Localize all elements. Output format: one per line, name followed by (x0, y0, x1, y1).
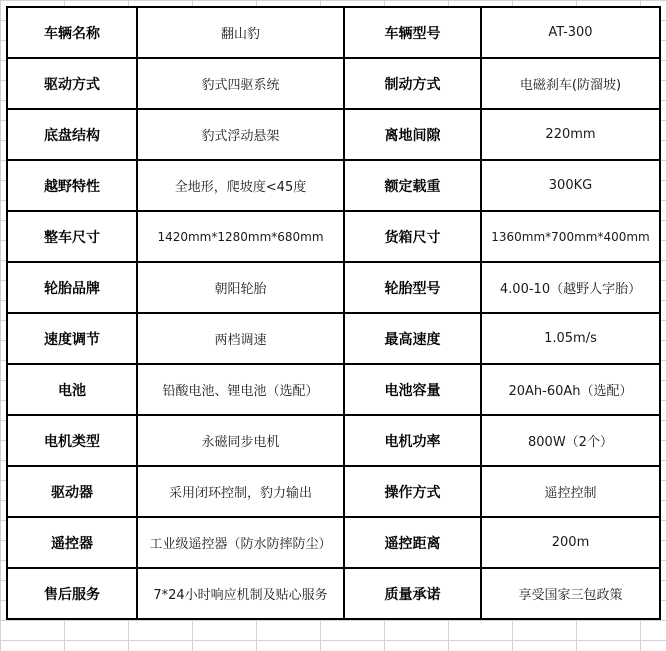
spec-label: 最高速度 (344, 313, 481, 364)
spec-value: 800W（2个） (481, 415, 660, 466)
spec-label: 轮胎型号 (344, 262, 481, 313)
spec-label: 电池容量 (344, 364, 481, 415)
spec-value: 享受国家三包政策 (481, 568, 660, 619)
spec-value: 300KG (481, 160, 660, 211)
spec-label: 整车尺寸 (7, 211, 137, 262)
spec-value: 工业级遥控器（防水防摔防尘） (137, 517, 344, 568)
table-row (7, 466, 660, 517)
spec-value: 20Ah-60Ah（选配） (481, 364, 660, 415)
table-row (7, 568, 660, 619)
spec-label: 驱动方式 (7, 58, 137, 109)
spec-label: 速度调节 (7, 313, 137, 364)
table-row (7, 517, 660, 568)
spec-label: 遥控器 (7, 517, 137, 568)
table-row (7, 109, 660, 160)
spec-label: 底盘结构 (7, 109, 137, 160)
spec-label: 车辆名称 (7, 7, 137, 58)
table-row (7, 160, 660, 211)
spec-value: 4.00-10（越野人字胎） (481, 262, 660, 313)
spec-value: 豹式四驱系统 (137, 58, 344, 109)
spec-value: 两档调速 (137, 313, 344, 364)
spec-value: 铅酸电池、锂电池（选配） (137, 364, 344, 415)
spec-label: 驱动器 (7, 466, 137, 517)
spec-value: 全地形，爬坡度<45度 (137, 160, 344, 211)
spec-value: 7*24小时响应机制及贴心服务 (137, 568, 344, 619)
spec-value: 220mm (481, 109, 660, 160)
table-row (7, 58, 660, 109)
spec-value: 1360mm*700mm*400mm (481, 211, 660, 262)
spec-label: 操作方式 (344, 466, 481, 517)
spec-value: 朝阳轮胎 (137, 262, 344, 313)
spec-label: 额定载重 (344, 160, 481, 211)
spec-value: 翻山豹 (137, 7, 344, 58)
spec-value: 遥控控制 (481, 466, 660, 517)
spec-value: 豹式浮动悬架 (137, 109, 344, 160)
spec-value: 采用闭环控制，豹力输出 (137, 466, 344, 517)
spec-label: 车辆型号 (344, 7, 481, 58)
spec-value: 1420mm*1280mm*680mm (137, 211, 344, 262)
spec-label: 电机功率 (344, 415, 481, 466)
vehicle-spec-table (6, 6, 661, 620)
spec-label: 轮胎品牌 (7, 262, 137, 313)
spec-label: 电机类型 (7, 415, 137, 466)
spec-value: 永磁同步电机 (137, 415, 344, 466)
spec-label: 越野特性 (7, 160, 137, 211)
spec-label: 遥控距离 (344, 517, 481, 568)
spec-value: AT-300 (481, 7, 660, 58)
table-row (7, 211, 660, 262)
spec-value: 200m (481, 517, 660, 568)
table-row (7, 7, 660, 58)
spec-label: 制动方式 (344, 58, 481, 109)
spec-label: 售后服务 (7, 568, 137, 619)
spec-label: 质量承诺 (344, 568, 481, 619)
table-row (7, 364, 660, 415)
table-row (7, 313, 660, 364)
spec-label: 离地间隙 (344, 109, 481, 160)
spec-value: 1.05m/s (481, 313, 660, 364)
spec-value: 电磁刹车(防溜坡) (481, 58, 660, 109)
spec-label: 货箱尺寸 (344, 211, 481, 262)
table-row (7, 262, 660, 313)
table-row (7, 415, 660, 466)
spec-label: 电池 (7, 364, 137, 415)
